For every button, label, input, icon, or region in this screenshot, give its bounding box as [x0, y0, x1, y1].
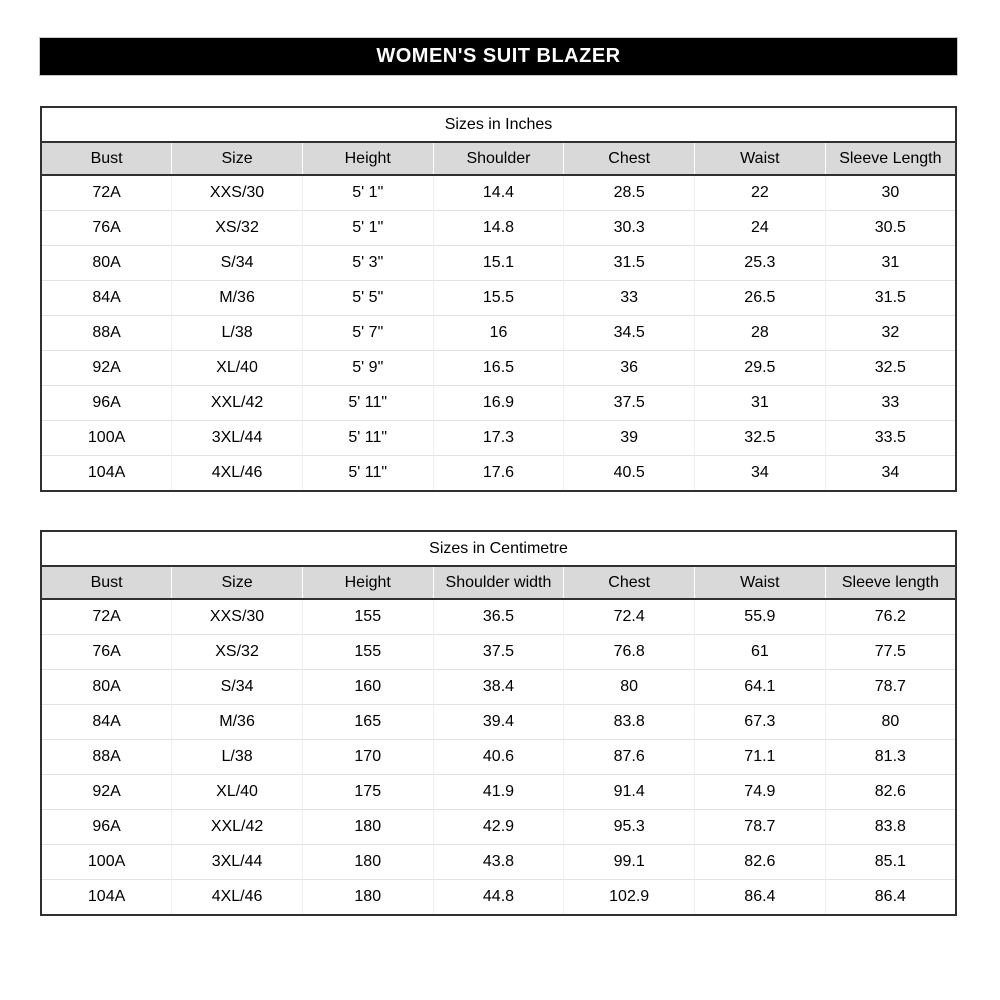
table-cell: 92A: [41, 351, 172, 386]
table-cell: 38.4: [433, 670, 564, 705]
table-cell: L/38: [172, 316, 303, 351]
table-cell: 83.8: [564, 705, 695, 740]
table-cell: 44.8: [433, 880, 564, 916]
table-cell: 25.3: [695, 246, 826, 281]
table-cell: 84A: [41, 705, 172, 740]
table-row: [41, 351, 956, 386]
table-cell: 28: [695, 316, 826, 351]
table-cell: S/34: [172, 670, 303, 705]
table-cell: 180: [302, 845, 433, 880]
column-header: Waist: [695, 142, 826, 175]
table-cell: 14.8: [433, 211, 564, 246]
sizes-in-centimetre-table: [40, 530, 957, 916]
table-cell: L/38: [172, 740, 303, 775]
table-cell: 33: [564, 281, 695, 316]
table-cell: 5' 11": [302, 456, 433, 492]
table-cell: 86.4: [695, 880, 826, 916]
column-header: Height: [302, 566, 433, 599]
sizes-in-inches-table: [40, 106, 957, 492]
column-header: Chest: [564, 142, 695, 175]
column-header: Sleeve Length: [825, 142, 956, 175]
table-cell: 88A: [41, 316, 172, 351]
column-header: Shoulder width: [433, 566, 564, 599]
table-cell: 15.1: [433, 246, 564, 281]
table-cell: 5' 9": [302, 351, 433, 386]
table-cell: M/36: [172, 705, 303, 740]
table-cell: 180: [302, 880, 433, 916]
table-row: [41, 421, 956, 456]
page-title-bar: [40, 38, 957, 75]
table-cell: 5' 5": [302, 281, 433, 316]
column-header: Bust: [41, 566, 172, 599]
table-cell: 104A: [41, 880, 172, 916]
table-cell: 5' 3": [302, 246, 433, 281]
table-cell: 34.5: [564, 316, 695, 351]
table-cell: XL/40: [172, 351, 303, 386]
table-cell: 165: [302, 705, 433, 740]
table-cell: 82.6: [825, 775, 956, 810]
table-row: [41, 880, 956, 916]
table-cell: 32.5: [825, 351, 956, 386]
table-cell: 155: [302, 599, 433, 635]
table-cell: 34: [825, 456, 956, 492]
table-cell: 42.9: [433, 810, 564, 845]
table-cell: 76.8: [564, 635, 695, 670]
table-cell: 41.9: [433, 775, 564, 810]
table-row: [41, 670, 956, 705]
table-cell: 43.8: [433, 845, 564, 880]
table-cell: S/34: [172, 246, 303, 281]
table-cell: 95.3: [564, 810, 695, 845]
table-cell: 76.2: [825, 599, 956, 635]
table-cell: 80: [564, 670, 695, 705]
table-cell: 91.4: [564, 775, 695, 810]
table-cell: 5' 11": [302, 386, 433, 421]
table-cell: 72A: [41, 175, 172, 211]
table-cell: XXL/42: [172, 386, 303, 421]
table-cell: 78.7: [695, 810, 826, 845]
table-header-row: [41, 566, 956, 599]
table-cell: 30.5: [825, 211, 956, 246]
page-title: WOMEN'S SUIT BLAZER: [376, 45, 621, 67]
table-cell: 17.6: [433, 456, 564, 492]
table-cell: 39.4: [433, 705, 564, 740]
table-cell: 36: [564, 351, 695, 386]
table-cell: 64.1: [695, 670, 826, 705]
table-cell: 5' 1": [302, 175, 433, 211]
table-cell: 3XL/44: [172, 845, 303, 880]
table-cell: 100A: [41, 845, 172, 880]
table-cell: 14.4: [433, 175, 564, 211]
table-cell: 96A: [41, 810, 172, 845]
table-cell: 80: [825, 705, 956, 740]
table-row: [41, 456, 956, 492]
table-cell: 85.1: [825, 845, 956, 880]
table-row: [41, 281, 956, 316]
table-cell: 37.5: [433, 635, 564, 670]
table-cell: 81.3: [825, 740, 956, 775]
table-cell: 17.3: [433, 421, 564, 456]
table-cell: 83.8: [825, 810, 956, 845]
table-row: [41, 386, 956, 421]
table-cell: XL/40: [172, 775, 303, 810]
table-row: [41, 810, 956, 845]
table-cell: 40.6: [433, 740, 564, 775]
table-cell: 34: [695, 456, 826, 492]
column-header: Bust: [41, 142, 172, 175]
table-cell: 32.5: [695, 421, 826, 456]
table-cell: 5' 1": [302, 211, 433, 246]
table-cell: 22: [695, 175, 826, 211]
table-cell: 92A: [41, 775, 172, 810]
table-cell: XS/32: [172, 211, 303, 246]
table-row: [41, 740, 956, 775]
table-cell: 61: [695, 635, 826, 670]
table-cell: 33.5: [825, 421, 956, 456]
column-header: Chest: [564, 566, 695, 599]
table-row: [41, 246, 956, 281]
table-row: [41, 775, 956, 810]
table-cell: 16.9: [433, 386, 564, 421]
table-cell: 30.3: [564, 211, 695, 246]
table-cell: 80A: [41, 670, 172, 705]
table-cell: XXS/30: [172, 175, 303, 211]
table-cell: 82.6: [695, 845, 826, 880]
table-row: [41, 635, 956, 670]
table-cell: 102.9: [564, 880, 695, 916]
table-cell: 39: [564, 421, 695, 456]
table-cell: 104A: [41, 456, 172, 492]
table-cell: 37.5: [564, 386, 695, 421]
table-row: [41, 705, 956, 740]
column-header: Size: [172, 142, 303, 175]
column-header: Shoulder: [433, 142, 564, 175]
table-cell: 76A: [41, 211, 172, 246]
table-row: [41, 845, 956, 880]
table-cell: 155: [302, 635, 433, 670]
table-cell: 87.6: [564, 740, 695, 775]
table-cell: 76A: [41, 635, 172, 670]
table-cell: 71.1: [695, 740, 826, 775]
table-row: [41, 211, 956, 246]
table-cell: 36.5: [433, 599, 564, 635]
table-cell: 40.5: [564, 456, 695, 492]
table-row: [41, 316, 956, 351]
table-cell: 29.5: [695, 351, 826, 386]
table-cell: 72.4: [564, 599, 695, 635]
table-cell: XS/32: [172, 635, 303, 670]
table-cell: 5' 11": [302, 421, 433, 456]
table-cell: 180: [302, 810, 433, 845]
table-cell: 100A: [41, 421, 172, 456]
column-header: Size: [172, 566, 303, 599]
table-cell: 32: [825, 316, 956, 351]
table-cell: 72A: [41, 599, 172, 635]
table-cell: 80A: [41, 246, 172, 281]
table-cell: 77.5: [825, 635, 956, 670]
table-cell: 4XL/46: [172, 880, 303, 916]
table-caption-row: [41, 107, 956, 142]
table-header-row: [41, 142, 956, 175]
table-cell: 5' 7": [302, 316, 433, 351]
table-cell: 31: [825, 246, 956, 281]
table-cell: 96A: [41, 386, 172, 421]
table-cell: XXS/30: [172, 599, 303, 635]
table-cell: 31.5: [825, 281, 956, 316]
table-cell: 15.5: [433, 281, 564, 316]
table-cell: 16.5: [433, 351, 564, 386]
table-cell: 4XL/46: [172, 456, 303, 492]
table-cell: 175: [302, 775, 433, 810]
table-cell: 31.5: [564, 246, 695, 281]
table-cell: 67.3: [695, 705, 826, 740]
column-header: Waist: [695, 566, 826, 599]
column-header: Height: [302, 142, 433, 175]
table-caption-row: [41, 531, 956, 566]
table-cell: 74.9: [695, 775, 826, 810]
table-cell: 3XL/44: [172, 421, 303, 456]
table-cell: 160: [302, 670, 433, 705]
table-cell: 55.9: [695, 599, 826, 635]
table-cell: 30: [825, 175, 956, 211]
table-cell: XXL/42: [172, 810, 303, 845]
table-cell: 24: [695, 211, 826, 246]
table-cell: 86.4: [825, 880, 956, 916]
table-cell: 99.1: [564, 845, 695, 880]
table-cell: 31: [695, 386, 826, 421]
table-cell: M/36: [172, 281, 303, 316]
column-header: Sleeve length: [825, 566, 956, 599]
table-cell: 28.5: [564, 175, 695, 211]
table-row: [41, 175, 956, 211]
table-cell: 78.7: [825, 670, 956, 705]
table-cell: 33: [825, 386, 956, 421]
table-caption: Sizes in Inches: [41, 107, 956, 142]
table-cell: 84A: [41, 281, 172, 316]
table-cell: 88A: [41, 740, 172, 775]
table-row: [41, 599, 956, 635]
table-caption: Sizes in Centimetre: [41, 531, 956, 566]
table-cell: 16: [433, 316, 564, 351]
table-cell: 26.5: [695, 281, 826, 316]
table-cell: 170: [302, 740, 433, 775]
